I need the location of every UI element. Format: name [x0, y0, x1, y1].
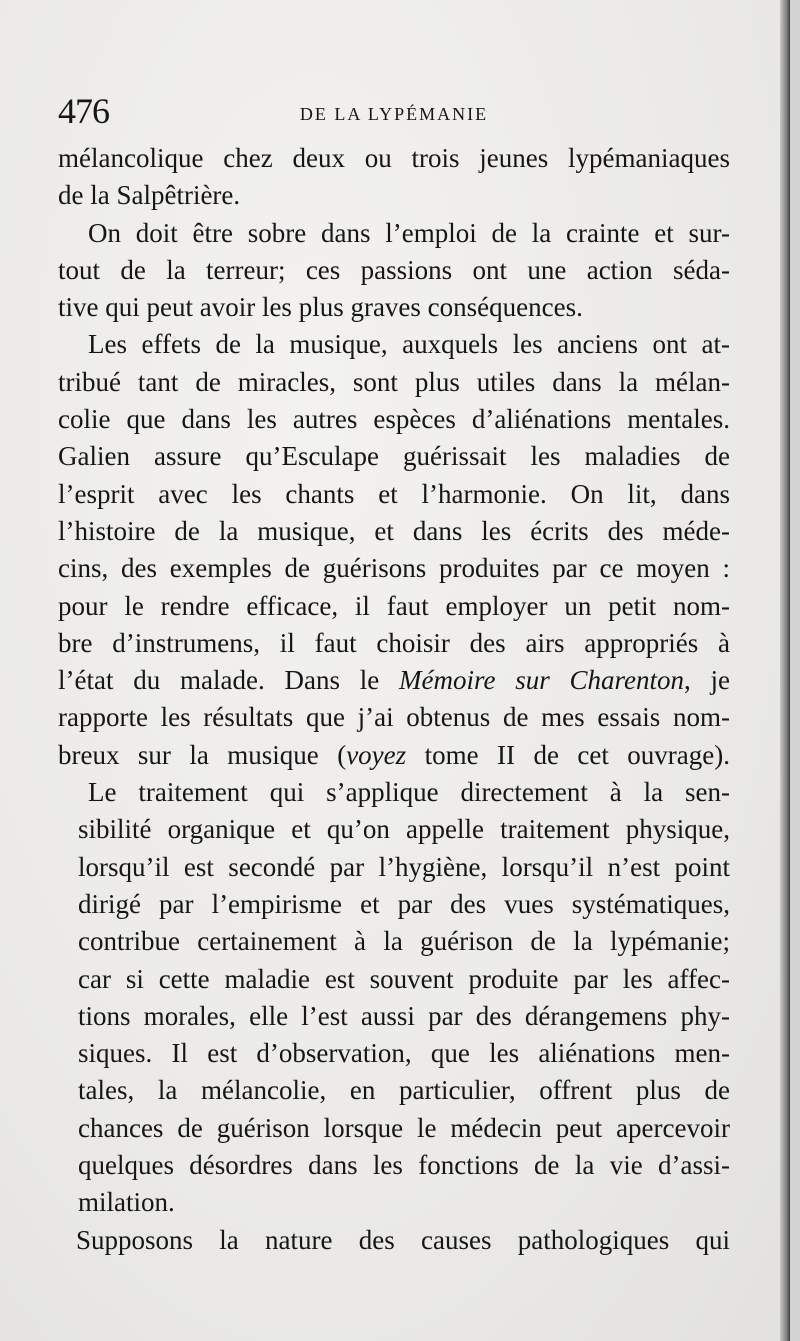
text-line: siques. Il est d’observation, que les aliénations men- [78, 1038, 730, 1069]
text-line: cins, des exemples de guérisons produites par ce moyen : [58, 553, 730, 584]
text-line: tive qui peut avoir les plus graves conséquences. [58, 292, 583, 323]
text-line: sibilité organique et qu’on appelle traitement physique, [78, 814, 730, 845]
text-line: Les effets de la musique, auxquels les anciens ont at- [88, 329, 730, 360]
text-line: mélancolique chez deux ou trois jeunes lypémaniaques [58, 143, 730, 173]
text-segment: breux sur la musique ( [58, 739, 347, 770]
text-line: rapporte les résultats que j’ai obtenus de mes essais nom- [58, 702, 730, 733]
italic-title: Mémoire sur Charenton [398, 665, 684, 696]
text-line: Le traitement qui s’applique directement à la sen- [88, 777, 730, 808]
text-line: tribué tant de miracles, sont plus utiles dans la mélan- [58, 366, 730, 397]
page-header [58, 88, 730, 138]
text-line: pour le rendre efficace, il faut employer un petit nom- [58, 590, 730, 621]
text-line: Galien assure qu’Esculape guérissait les maladies de [58, 441, 730, 472]
text-line: de la Salpêtrière. [58, 180, 241, 211]
text-line: Supposons la nature des causes pathologiques qui [76, 1224, 730, 1255]
running-head: DE LA LYPÉMANIE [299, 104, 489, 124]
text-line: quelques désordres dans les fonctions de la vie d’assi- [78, 1150, 730, 1181]
text-line: chances de guérison lorsque le médecin peut apercevoir [78, 1112, 730, 1143]
text-line-with-italic [58, 662, 730, 699]
text-line: contribue certainement à la guérison de la lypémanie; [78, 926, 730, 957]
page-number: 476 [58, 91, 109, 131]
text-line: tales, la mélancolie, en particulier, offrent plus de [78, 1075, 730, 1106]
text-line: tions morales, elle l’est aussi par des dérangemens phy- [78, 1000, 730, 1031]
text-segment: l’état du malade. Dans le [58, 665, 399, 696]
text-line: bre d’instrumens, il faut choisir des airs appropriés à [58, 627, 730, 658]
text-line: tout de la terreur; ces passions ont une action séda- [58, 254, 730, 285]
text-line: lorsqu’il est secondé par l’hygiène, lorsqu’il n’est point [78, 851, 730, 882]
text-segment: , je [683, 665, 730, 696]
text-line: colie que dans les autres espèces d’aliénations mentales. [58, 404, 730, 435]
italic-word: voyez [346, 739, 407, 770]
page-edge [780, 0, 790, 1341]
text-line: On doit être sobre dans l’emploi de la crainte et sur- [88, 217, 730, 248]
text-line: dirigé par l’empirisme et par des vues systématiques, [78, 888, 730, 919]
body-text [58, 140, 730, 1259]
text-segment: tome II de cet ouvrage). [406, 739, 730, 770]
text-line-with-italic [58, 737, 730, 774]
text-line: l’esprit avec les chants et l’harmonie. On lit, dans [58, 478, 730, 509]
text-line: car si cette maladie est souvent produite par les affec- [78, 963, 730, 994]
text-line: l’histoire de la musique, et dans les écrits des méde- [58, 515, 730, 546]
text-line: milation. [78, 1187, 175, 1218]
